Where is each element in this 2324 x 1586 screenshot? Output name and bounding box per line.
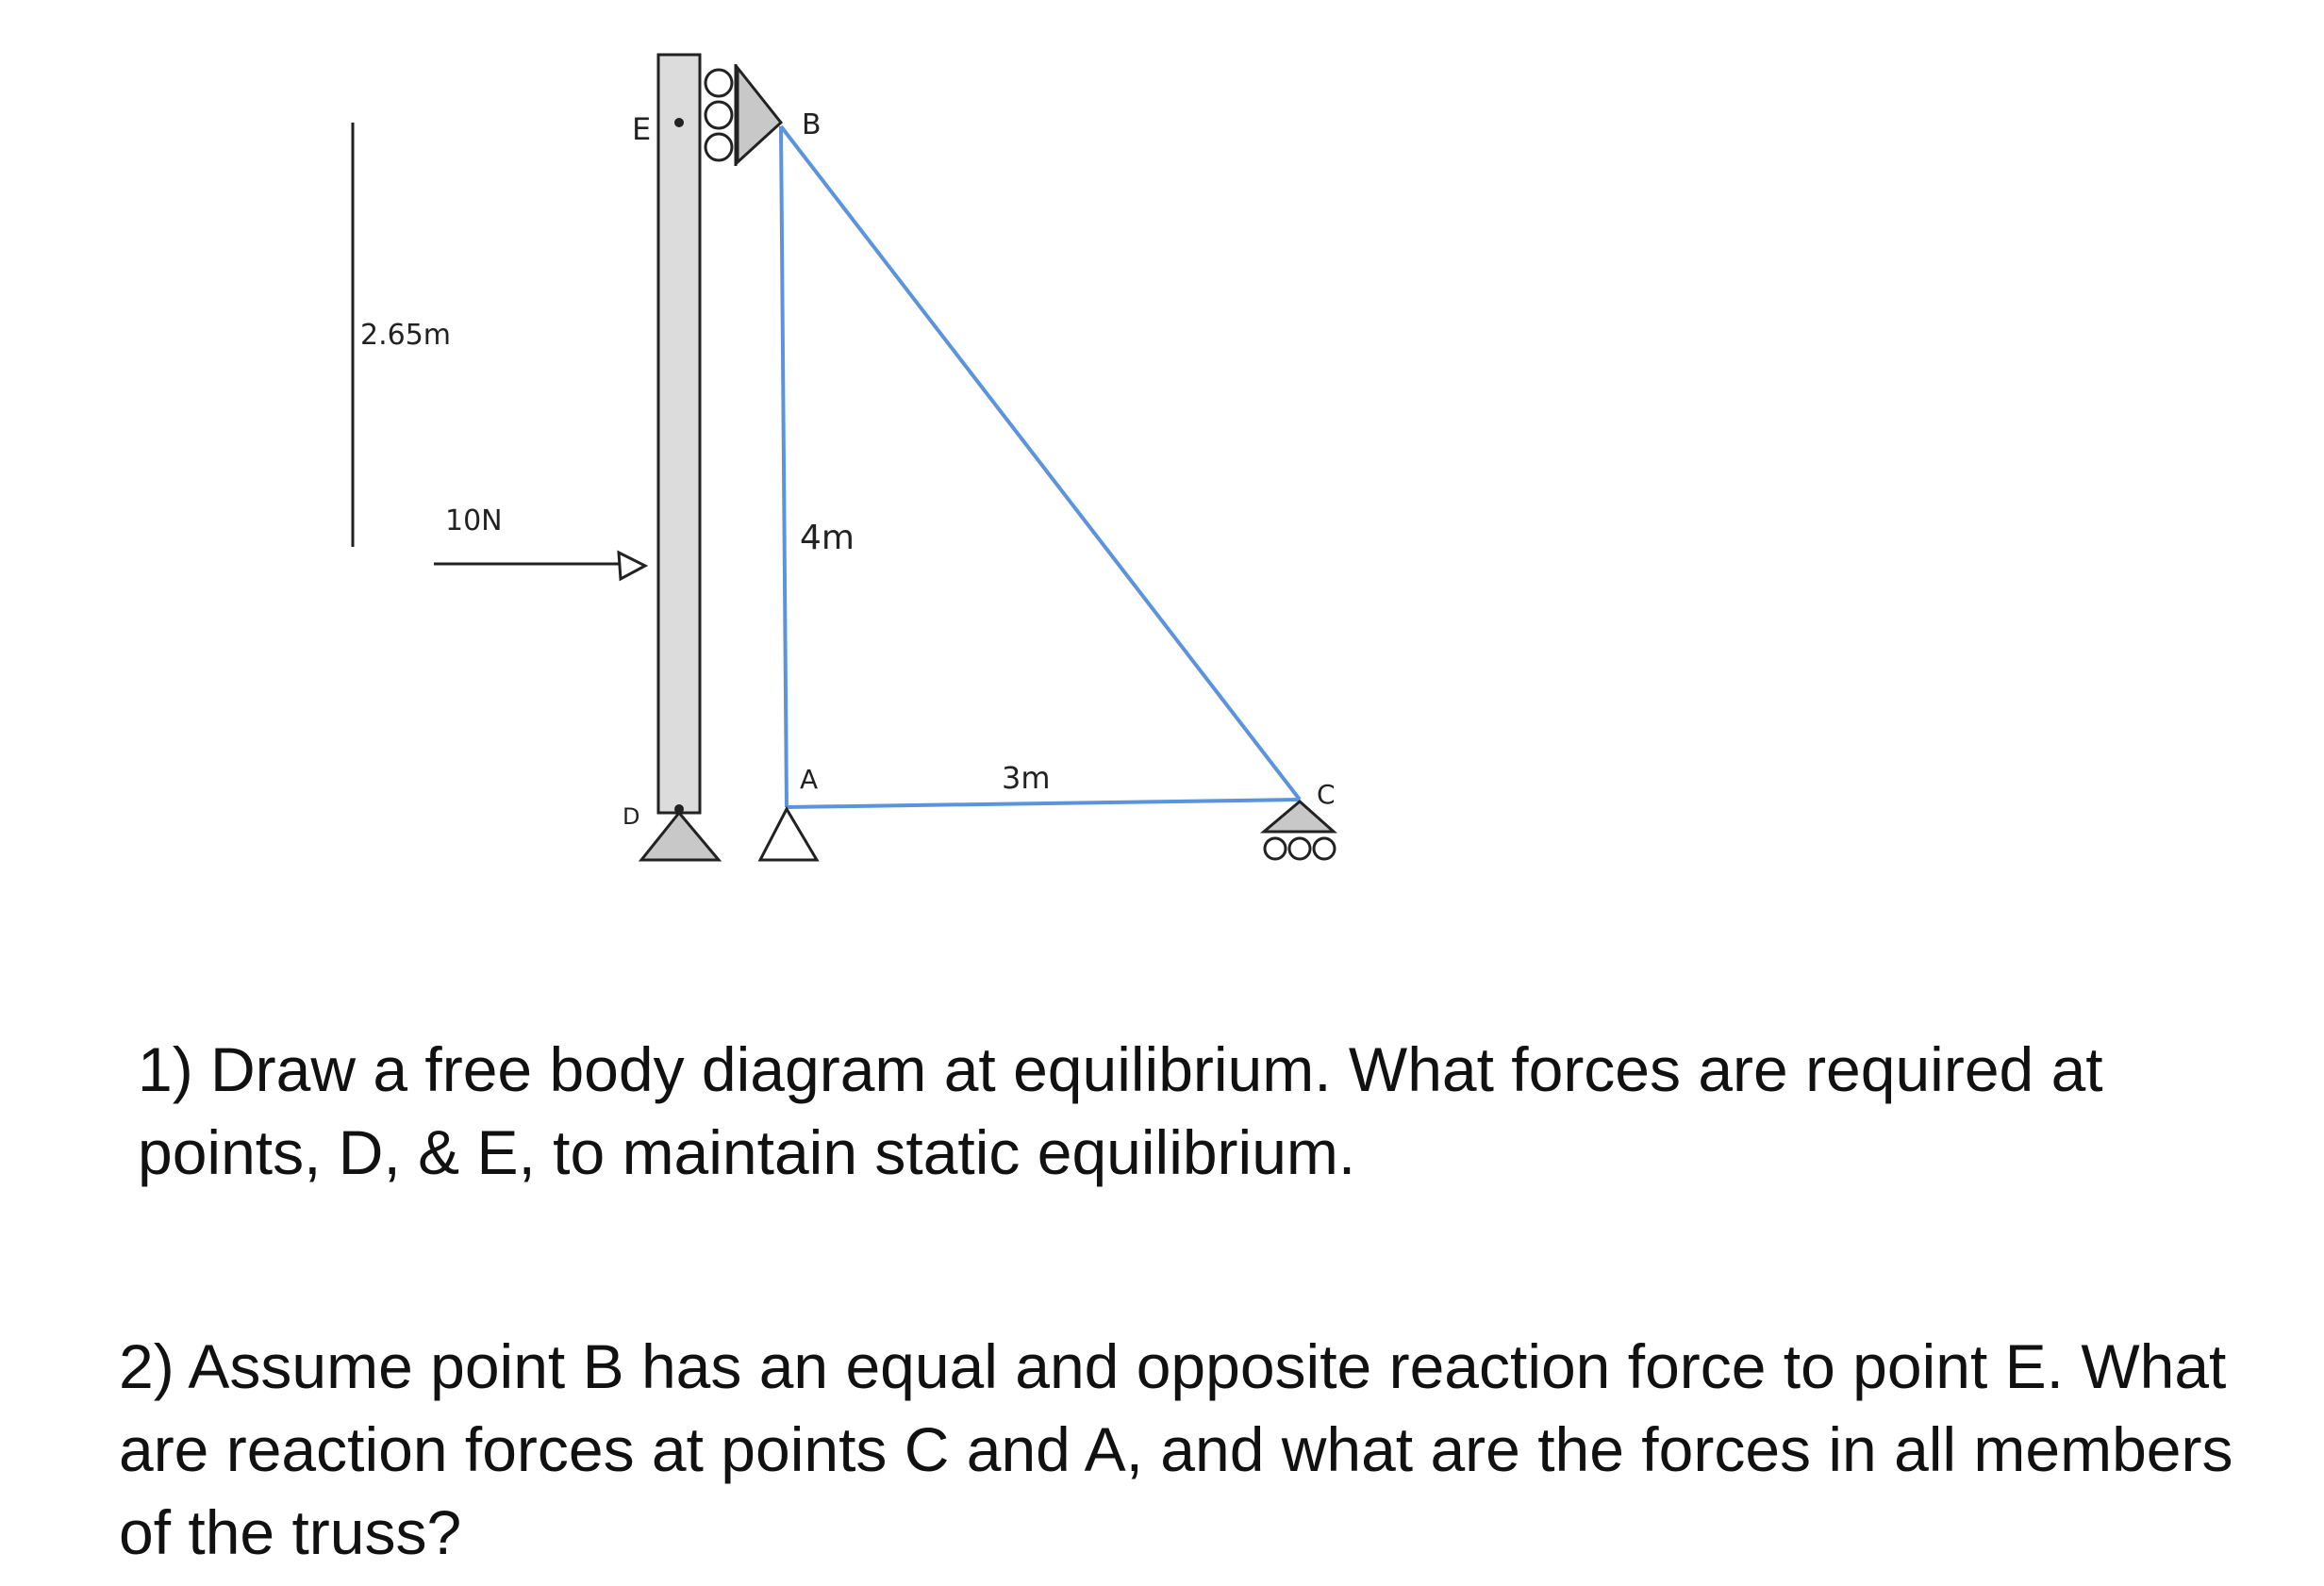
question-2: 2) Assume point B has an equal and opposite reaction force to point E. What are reaction forces at points C and A, and what are the forces in all members of the truss? [119,1331,2233,1567]
label-point-c: C [1317,779,1336,810]
column-de [658,55,700,813]
pin-support-d-icon [641,813,719,860]
label-point-d: D [622,803,640,830]
roller-c-circle [1314,838,1335,859]
truss-member-ac [787,800,1300,807]
dimension-label-2-65m: 2.65m [360,319,452,352]
label-length-4m: 4m [800,519,855,557]
roller-circle [706,134,732,160]
point-e-dot [674,118,684,127]
force-arrowhead-icon [619,553,645,579]
pin-support-a-icon [760,809,817,860]
label-point-b: B [802,108,822,141]
roller-c-circle [1265,838,1286,859]
truss-member-ab [781,126,787,807]
label-point-a: A [800,764,819,795]
roller-support-triangle [738,68,781,162]
label-point-e: E [632,111,652,147]
force-label-10n: 10N [445,504,503,537]
truss-member-bc [781,126,1300,800]
label-length-3m: 3m [1002,760,1051,796]
question-1: 1) Draw a free body diagram at equilibrium. What forces are required at points, D, & E, to maintain static equilibrium. [138,1034,2103,1187]
roller-c-circle [1289,838,1310,859]
roller-circle [706,70,732,96]
roller-circle [706,102,732,128]
